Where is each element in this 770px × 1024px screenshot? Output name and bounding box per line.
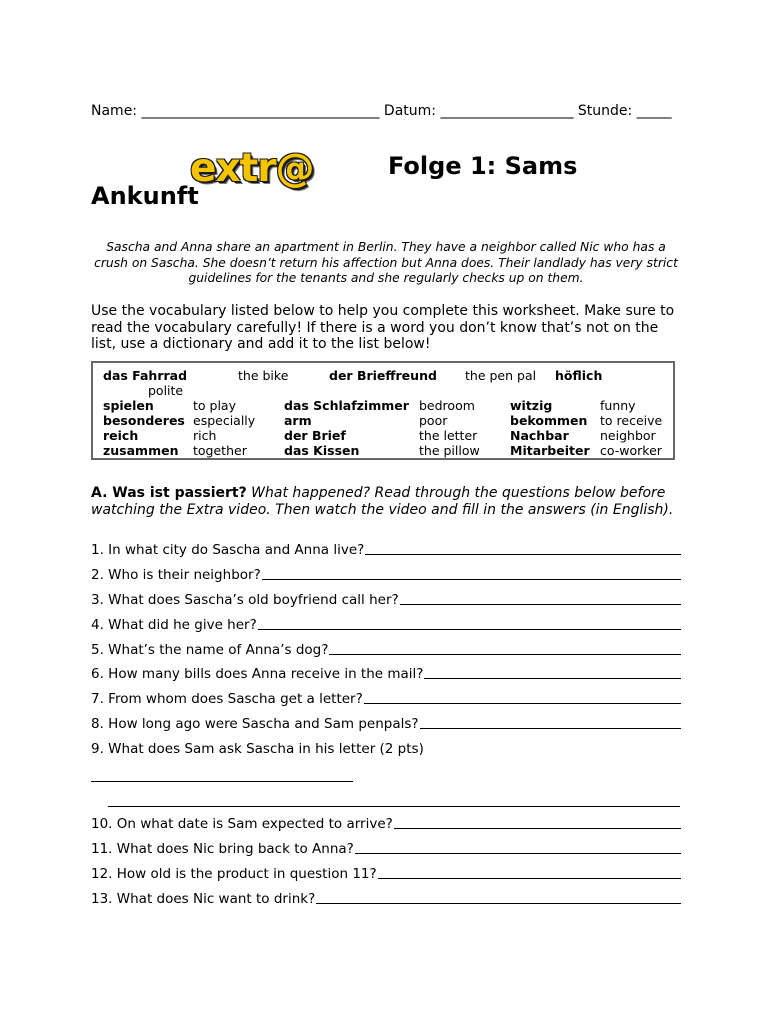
- vocab-translation: polite: [148, 383, 184, 398]
- extra-logo-text: extr@: [190, 146, 314, 191]
- question-row: [91, 665, 681, 683]
- answer-line[interactable]: [394, 828, 681, 829]
- question-row: [91, 865, 681, 883]
- vocab-term: reich: [103, 428, 139, 443]
- question-text: 11. What does Nic bring back to Anna?: [91, 841, 354, 857]
- vocab-term: der Brieffreund: [329, 368, 437, 383]
- question-row: [91, 815, 681, 833]
- answer-line[interactable]: [258, 629, 681, 630]
- answer-line[interactable]: [378, 878, 681, 879]
- question-text: 5. What’s the name of Anna’s dog?: [91, 642, 329, 658]
- answer-line[interactable]: [424, 678, 681, 679]
- vocab-translation: rich: [193, 428, 217, 443]
- vocabulary-box: [91, 361, 675, 460]
- question-text: 7. From whom does Sascha get a letter?: [91, 691, 363, 707]
- question-row: [91, 690, 681, 708]
- question-row: [91, 566, 681, 584]
- answer-line[interactable]: [400, 604, 681, 605]
- question-row: [91, 641, 681, 659]
- vocab-translation: to play: [193, 398, 236, 413]
- vocab-translation: the pillow: [419, 443, 480, 458]
- vocab-translation: bedroom: [419, 398, 475, 413]
- intro-paragraph: Sascha and Anna share an apartment in Berlin. They have a neighbor called Nic who has a crush on Sascha. She doesn’t return his affection but Anna does. Their landlady has very strict guidelines for the tenants and she regularly checks up on them.: [94, 240, 678, 285]
- vocab-term: arm: [284, 413, 312, 428]
- question-row: [91, 840, 681, 858]
- question-text: 1. In what city do Sascha and Anna live?: [91, 542, 365, 558]
- vocab-term: zusammen: [103, 443, 179, 458]
- question-row: [91, 740, 681, 758]
- answer-line[interactable]: [108, 806, 680, 807]
- vocab-term: Nachbar: [510, 428, 569, 443]
- answer-line[interactable]: [91, 781, 353, 782]
- question-text: 8. How long ago were Sascha and Sam penpals?: [91, 716, 419, 732]
- page-title-continued: Ankunft: [91, 182, 199, 210]
- vocab-translation: the letter: [419, 428, 478, 443]
- answer-line[interactable]: [355, 853, 681, 854]
- question-row: [91, 715, 681, 733]
- vocab-term: der Brief: [284, 428, 346, 443]
- page-title: Folge 1: Sams: [388, 152, 578, 180]
- question-text: 10. On what date is Sam expected to arrive?: [91, 816, 393, 832]
- answer-line[interactable]: [365, 554, 681, 555]
- question-row: [91, 541, 681, 559]
- instructions-paragraph: Use the vocabulary listed below to help you complete this worksheet. Make sure to read the vocabulary carefully! If there is a word you don’t know that’s not on the list, use a dictionary and add it to the list below!: [91, 303, 675, 352]
- question-text: 3. What does Sascha’s old boyfriend call her?: [91, 592, 399, 608]
- vocab-term: das Schlafzimmer: [284, 398, 409, 413]
- vocab-term: bekommen: [510, 413, 588, 428]
- vocab-term: witzig: [510, 398, 553, 413]
- vocab-term: das Kissen: [284, 443, 360, 458]
- vocab-translation: poor: [419, 413, 448, 428]
- question-text: 13. What does Nic want to drink?: [91, 891, 316, 907]
- extra-logo: [190, 144, 322, 194]
- answer-line[interactable]: [316, 903, 681, 904]
- vocab-translation: co-worker: [600, 443, 662, 458]
- question-text: 4. What did he give her?: [91, 617, 257, 633]
- vocab-translation: especially: [193, 413, 256, 428]
- header-fields: Name: __________________________________ Datum: ___________________ Stunde: _____: [91, 103, 672, 119]
- vocab-translation: neighbor: [600, 428, 656, 443]
- vocab-translation: the bike: [238, 368, 289, 383]
- answer-line[interactable]: [364, 703, 681, 704]
- section-a-instructions: What happened? Read through the questions below before watching the Extra video. Then watch the video and fill in the answers (in English).: [91, 485, 674, 518]
- vocab-term: das Fahrrad: [103, 368, 188, 383]
- question-row: [91, 616, 681, 634]
- vocab-term: Mitarbeiter: [510, 443, 590, 458]
- vocab-translation: the pen pal: [465, 368, 537, 383]
- vocab-translation: to receive: [600, 413, 663, 428]
- question-row: [91, 591, 681, 609]
- question-text: 9. What does Sam ask Sascha in his letter (2 pts): [91, 741, 424, 757]
- section-a-heading: [91, 485, 681, 519]
- vocab-term: höflich: [555, 368, 603, 383]
- vocab-translation: together: [193, 443, 247, 458]
- question-text: 12. How old is the product in question 11?: [91, 866, 377, 882]
- answer-line[interactable]: [262, 579, 681, 580]
- answer-line[interactable]: [420, 728, 681, 729]
- question-row: [91, 890, 681, 908]
- vocab-translation: funny: [600, 398, 636, 413]
- vocab-term: spielen: [103, 398, 154, 413]
- question-text: 6. How many bills does Anna receive in the mail?: [91, 666, 424, 682]
- question-text: 2. Who is their neighbor?: [91, 567, 261, 583]
- answer-line[interactable]: [329, 654, 681, 655]
- section-a-label: A. Was ist passiert?: [91, 485, 247, 501]
- vocab-term: besonderes: [103, 413, 185, 428]
